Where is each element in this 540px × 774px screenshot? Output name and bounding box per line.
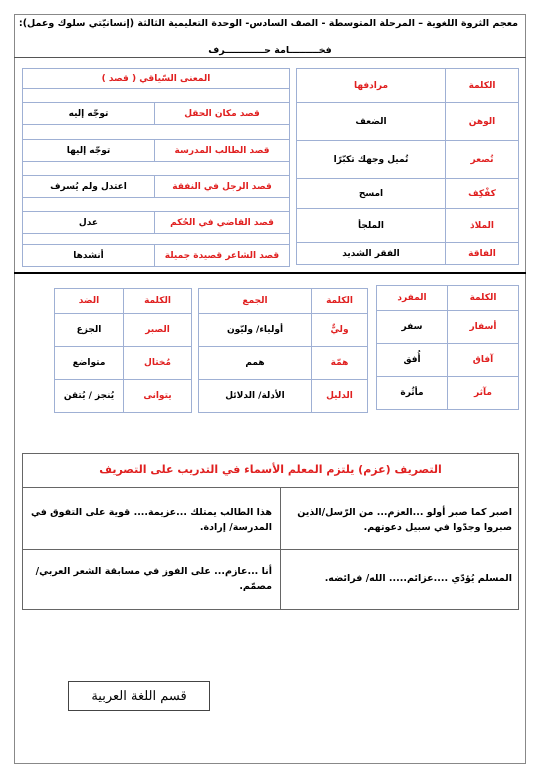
page-subtitle: فخـــــــــامة حــــــــــــرف	[208, 45, 332, 56]
table-cell: يتوانى	[124, 380, 192, 413]
empty-row	[23, 162, 290, 176]
table-cell: الفقر الشديد	[297, 243, 446, 265]
table-cell: همم	[199, 347, 312, 380]
plural-table	[198, 288, 368, 413]
table-cell: اعتدل ولم يُسرف	[23, 176, 155, 198]
table-cell: سفر	[377, 311, 448, 344]
table-header: المعنى السّياقي ( قصد )	[23, 69, 290, 89]
table-cell: الفاقة	[446, 243, 519, 265]
table-cell: وليٌّ	[312, 314, 368, 347]
table-cell: أنشدها	[23, 245, 155, 267]
table-cell: آفاق	[448, 344, 519, 377]
table-cell: الدليل	[312, 380, 368, 413]
table-cell: أسفار	[448, 311, 519, 344]
table-cell: الصبر	[124, 314, 192, 347]
table-cell: متواضع	[55, 347, 124, 380]
section-divider	[14, 272, 526, 274]
table-header: الكلمة	[124, 289, 192, 314]
conjugation-sentence: هذا الطالب يمتلك ...عزيمة.... قوية على التفوق في المدرسة/ إرادة.	[31, 507, 272, 533]
conjugation-title: التصريف (عزم) يلتزم المعلم الأسماء في التدريب على التصريف	[22, 453, 519, 488]
table-cell: يُنجز / يُتقن	[55, 380, 124, 413]
conjugation-sentence: المسلم يُؤدّي ....عزائم..... الله/ فرائضه.	[324, 573, 512, 584]
singular-table	[376, 285, 519, 410]
table-cell: الجزع	[55, 314, 124, 347]
table-cell: قصد الرجل في النفقة	[155, 176, 290, 198]
table-header: مرادفها	[297, 69, 446, 103]
table-cell: مأثُرة	[377, 377, 448, 410]
table-cell: الأدلة/ الدلائل	[199, 380, 312, 413]
table-header: الكلمة	[446, 69, 519, 103]
page-title: معجم الثروة اللغوية – المرحلة المتوسطة - الصف السادس- الوحدة التعليمية الثالثة (إنسانيّتي سلوك وعمل):	[18, 18, 518, 29]
table-header: المفرد	[377, 286, 448, 311]
table-cell: أُفق	[377, 344, 448, 377]
table-header: الكلمة	[312, 289, 368, 314]
table-cell: توجّه إليها	[23, 140, 155, 162]
empty-row	[23, 89, 290, 103]
table-header: الجمع	[199, 289, 312, 314]
divider	[22, 549, 519, 550]
table-cell: مُختال	[124, 347, 192, 380]
table-cell: قصد الشاعر قصيدة جميلة	[155, 245, 290, 267]
empty-row	[23, 234, 290, 245]
table-header: الكلمة	[448, 286, 519, 311]
table-cell: كفْكِف	[446, 179, 519, 209]
table-cell: عدل	[23, 212, 155, 234]
table-cell: قصد القاضي في الحُكم	[155, 212, 290, 234]
table-cell: الضعف	[297, 103, 446, 141]
table-cell: قصد مكان الحقل	[155, 103, 290, 125]
table-cell: الملجأ	[297, 209, 446, 243]
empty-row	[23, 198, 290, 212]
table-cell: همّة	[312, 347, 368, 380]
table-cell: الوهن	[446, 103, 519, 141]
table-cell: قصد الطالب المدرسة	[155, 140, 290, 162]
table-header: الضد	[55, 289, 124, 314]
table-cell: تُصعر	[446, 141, 519, 179]
table-cell: أولياء/ وليّون	[199, 314, 312, 347]
synonyms-table	[296, 68, 519, 265]
antonym-table	[54, 288, 192, 413]
department-label: قسم اللغة العربية	[68, 681, 210, 711]
conjugation-sentence: أنا ...عازم... على الفوز في مسابقة الشعر العربي/ مصمّم.	[35, 566, 272, 592]
context-meaning-table	[22, 68, 290, 267]
empty-row	[23, 125, 290, 140]
table-cell: الملاذ	[446, 209, 519, 243]
conjugation-sentence: اصبر كما صبر أولو ...العزم... من الرّسل/الذين صبروا وجدّوا في سبيل دعوتهم.	[297, 507, 512, 533]
table-cell: توجّه إليه	[23, 103, 155, 125]
divider	[14, 57, 526, 58]
table-cell: امسح	[297, 179, 446, 209]
table-cell: مآثر	[448, 377, 519, 410]
table-cell: تُميل وجهك تكبّرًا	[297, 141, 446, 179]
